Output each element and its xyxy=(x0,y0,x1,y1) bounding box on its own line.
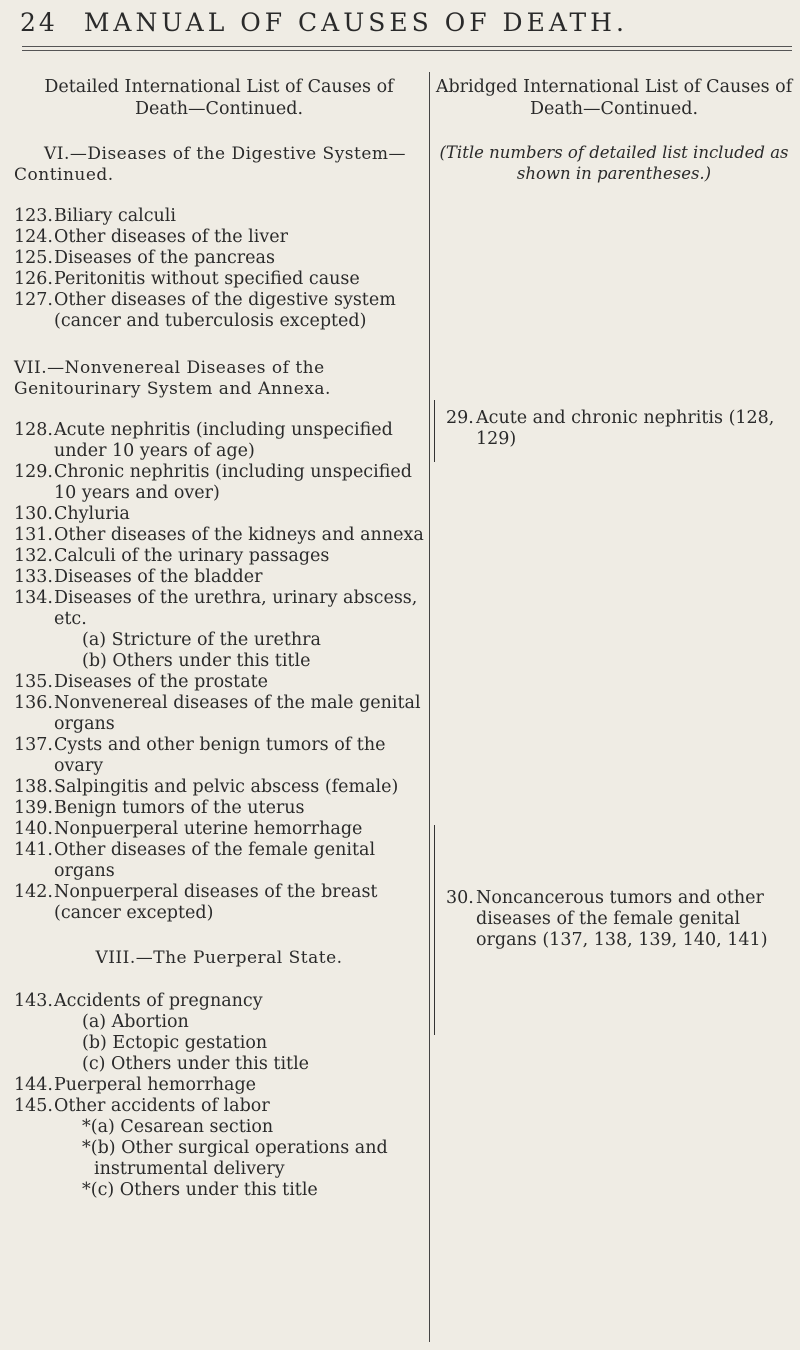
list-item: 137. Cysts and other benign tumors of the ovary xyxy=(14,735,386,776)
list-item: 133. Diseases of the bladder xyxy=(14,567,263,587)
sub-item: (b) Ectopic gestation xyxy=(82,1033,268,1053)
sub-item: (b) Others under this title xyxy=(82,651,311,671)
list-item: 126. Peritonitis without specified cause xyxy=(14,269,360,289)
list-item: 138. Salpingitis and pelvic abscess (female) xyxy=(14,777,399,797)
list-item: 140. Nonpuerperal uterine hemorrhage xyxy=(14,819,363,839)
running-title: MANUAL OF CAUSES OF DEATH. xyxy=(83,8,628,37)
section-viii-items xyxy=(14,991,424,1201)
abridged-entry-29: 29. Acute and chronic nephritis (128, 129) xyxy=(446,408,775,449)
detailed-list-column xyxy=(14,76,424,1201)
list-item: 130. Chyluria xyxy=(14,504,130,524)
sub-item: *(a) Cesarean section xyxy=(82,1117,274,1137)
sub-item: (c) Others under this title xyxy=(82,1054,310,1074)
sub-item: *(b) Other surgical operations and instrumental delivery xyxy=(82,1138,388,1179)
bracket-entry-29 xyxy=(434,400,435,462)
column-divider xyxy=(429,72,430,1342)
abridged-entry-30: 30. Noncancerous tumors and other diseases of the female genital organs (137, 138, 139, 140, 141) xyxy=(446,888,768,950)
sub-item: *(c) Others under this title xyxy=(82,1180,318,1200)
list-item: 136. Nonvenereal diseases of the male genital organs xyxy=(14,693,421,734)
list-item: 131. Other diseases of the kidneys and annexa xyxy=(14,525,424,545)
list-item: 144. Puerperal hemorrhage xyxy=(14,1075,257,1095)
section-vii-items xyxy=(14,420,424,924)
page-number: 24 xyxy=(20,8,58,37)
list-item: 145. Other accidents of labor xyxy=(14,1096,270,1116)
abridged-list-title: Abridged International List of Causes of Death—Continued. xyxy=(435,77,793,119)
list-item: 141. Other diseases of the female genital organs xyxy=(14,840,376,881)
list-item: 127. Other diseases of the digestive system (cancer and tuberculosis excepted) xyxy=(14,290,396,331)
list-item: 129. Chronic nephritis (including unspecified 10 years and over) xyxy=(14,462,412,503)
header-rule-bottom xyxy=(22,50,792,51)
section-vi-items xyxy=(14,206,424,332)
list-item: 128. Acute nephritis (including unspecified under 10 years of age) xyxy=(14,420,393,461)
list-item: 139. Benign tumors of the uterus xyxy=(14,798,305,818)
bracket-entry-30 xyxy=(434,825,435,1035)
section-heading-vi: VI.—Diseases of the Digestive System—Continued. xyxy=(14,144,407,185)
header-rule-top xyxy=(22,46,792,47)
list-item: 123. Biliary calculi xyxy=(14,206,176,226)
detailed-list-title: Detailed International List of Causes of Death—Continued. xyxy=(44,77,394,119)
section-heading-vii: VII.—Nonvenereal Diseases of the Genitourinary System and Annexa. xyxy=(14,358,331,399)
list-item: 143. Accidents of pregnancy xyxy=(14,991,263,1011)
sub-item: (a) Abortion xyxy=(82,1012,189,1032)
abridged-list-note: (Title numbers of detailed list included as shown in parentheses.) xyxy=(439,143,789,183)
list-item: 135. Diseases of the prostate xyxy=(14,672,269,692)
list-item: 142. Nonpuerperal diseases of the breast (cancer excepted) xyxy=(14,882,378,923)
section-heading-viii: VIII.—The Puerperal State. xyxy=(95,948,343,968)
sub-item: (a) Stricture of the urethra xyxy=(82,630,321,650)
list-item: 125. Diseases of the pancreas xyxy=(14,248,275,268)
list-item: 124. Other diseases of the liver xyxy=(14,227,288,247)
abridged-list-column xyxy=(434,76,794,184)
page-header xyxy=(20,8,790,37)
list-item: 134. Diseases of the urethra, urinary abscess, etc. xyxy=(14,588,418,629)
list-item: 132. Calculi of the urinary passages xyxy=(14,546,330,566)
